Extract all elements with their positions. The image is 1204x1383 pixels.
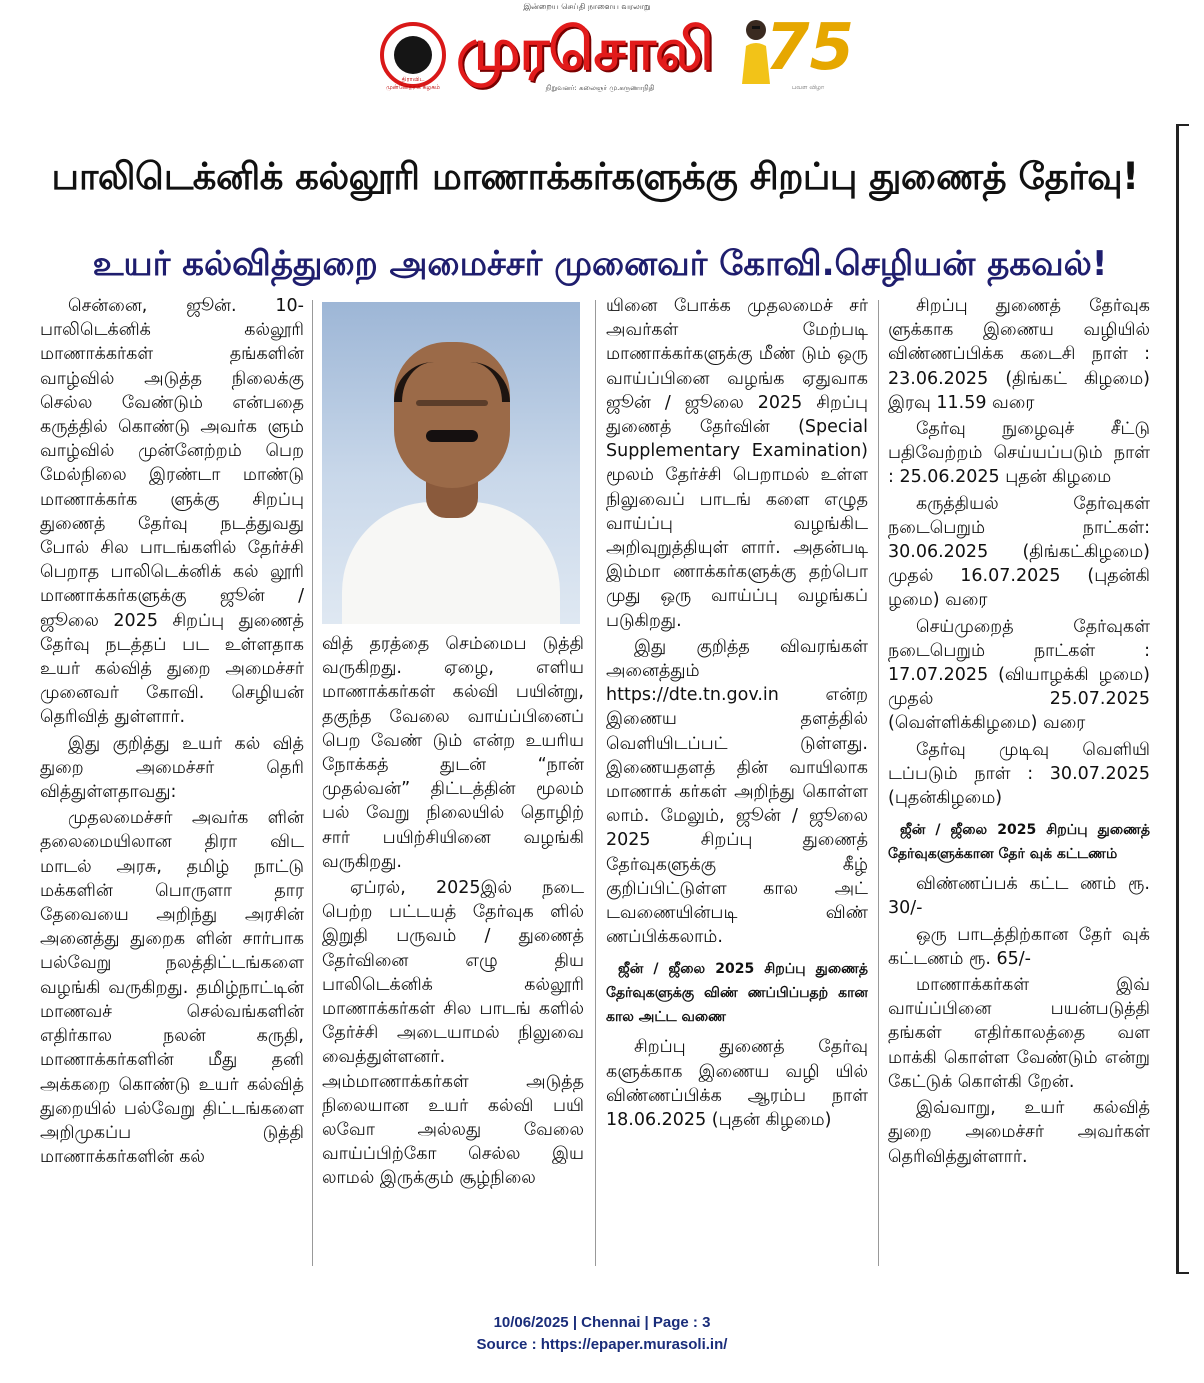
article-column-2 <box>322 632 584 1264</box>
headline: பாலிடெக்னிக் கல்லூரி மாணாக்கர்களுக்கு சிறப்பு துணைத் தேர்வு! <box>51 155 1139 198</box>
edge-line <box>1176 124 1179 1274</box>
fee-subhead: ஜீன் / ஜீலை 2025 சிறப்பு துணைத் தேர்வுகளுக்கான தேர் வுக் கட்டணம் <box>888 822 1150 863</box>
anniversary-number: 75 <box>765 11 855 85</box>
article-column-3 <box>606 294 868 1266</box>
edge-tick <box>1179 124 1189 126</box>
paragraph: சிறப்பு துணைத் தேர்வு களுக்காக இணைய வழி யில் விண்ணப்பிக்க ஆரம்ப நாள் 18.06.2025 (புதன் கிழமை) <box>606 1037 868 1131</box>
newspaper-logo: முரசொலி <box>456 15 713 83</box>
photo-moustache <box>426 430 478 442</box>
masthead-tagline: இன்றைய செய்தி நாளைய வரலாறு <box>523 2 651 11</box>
subheadline: உயர் கல்வித்துறை அமைச்சர் முனைவர் கோவி.செழியன் தகவல்! <box>92 244 1108 284</box>
article-column-1 <box>40 294 304 1266</box>
page-footer <box>380 1312 824 1356</box>
photo-shirt <box>342 502 560 624</box>
paragraph: தேர்வு நுழைவுச் சீட்டு பதிவேற்றம் செய்யப்படும் நாள் : 25.06.2025 புதன் கிழமை <box>888 419 1150 488</box>
page-edge-bar <box>1176 124 1204 1274</box>
paragraph: மாணாக்கர்கள் இவ் வாய்ப்பினை பயன்படுத்தி தங்கள் எதிர்காலத்தை வள மாக்கி கொள்ள வேண்டும் என்று கேட்டுக் கொள்கி றேன். <box>888 975 1150 1092</box>
paragraph: முதலமைச்சர் அவர்க ளின் தலைமையிலான திரா விட மாடல் அரசு, தமிழ் நாட்டு மக்களின் பொருளா தார தேவையை அறிந்து அரசின் அனைத்து துறைக ளின் சார்பாக பல்வேறு நலத்திட்டங்களை வழங்கி வருகிறது. தமிழ்நாட்டின் மாணவச் செல்வங்களின் எதிர்கால நலன் கருதி, மாணாக்கர்களின் மீது தனி அக்கறை கொண்டு உயர் கல்வித் துறையில் பல்வேறு திட்டங்களை அறிமுகப்ப டுத்தி மாணாக்கர்களின் கல் <box>40 808 304 1168</box>
paragraph: ஒரு பாடத்திற்கான தேர் வுக் கட்டணம் ரூ. 65/- <box>888 924 1150 969</box>
edge-tick <box>1179 1272 1189 1274</box>
party-emblem-icon <box>380 22 446 91</box>
paragraph: இவ்வாறு, உயர் கல்வித் துறை அமைச்சர் அவர்கள் தெரிவித்துள்ளார். <box>888 1098 1150 1167</box>
paragraph: தேர்வு முடிவு வெளியி டப்படும் நாள் : 30.07.2025 (புதன்கிழமை) <box>888 739 1150 809</box>
paragraph: வித் தரத்தை செம்மைப டுத்தி வருகிறது. ஏழை, எளிய மாணாக்கர்கள் கல்வி பயின்று, தகுந்த வேலை வாய்ப்பினைப் பெற வேண் டும் என்ற உயரிய நோக்கத் துடன் “நான் முதல்வன்” திட்டத்தின் மூலம் பல் வேறு நிலையில் தொழிற் சார் பயிற்சியினை வழங்கி வருகிறது. <box>322 634 584 872</box>
paragraph: இது குறித்த விவரங்கள் அனைத்தும் https://dte.tn.gov.in என்ற இணைய தளத்தில் வெளியிடப்பட் டுள்ளது. இணையதளத் தின் வாயிலாக மாணாக் கர்கள் அறிந்து கொள்ள லாம். மேலும், ஜூன் / ஜூலை 2025 சிறப்பு துணைத் தேர்வுகளுக்கு கீழ் குறிப்பிட்டுள்ள கால அட் டவணையின்படி விண் ணப்பிக்கலாம். <box>606 636 868 948</box>
footer-source-link[interactable]: Source : https://epaper.murasoli.in/ <box>476 1336 728 1353</box>
emblem-center <box>394 36 432 74</box>
paragraph: சென்னை, ஜூன். 10- பாலிடெக்னிக் கல்லூரி மாணாக்கர்கள் தங்களின் வாழ்வில் அடுத்த நிலைக்கு செல்ல வேண்டும் என்பதை கருத்தில் கொண்டு அவர்க ளும் வாழ்வில் முன்னேற்றம் பெற மேல்நிலை இரண்டா மாண்டு மாணாக்கர்க ளுக்கு சிறப்பு துணைத் தேர்வு நடத்துவது போல் சில பாடங்களில் தேர்ச்சி பெறாத பாலிடெக்னிக் கல் லூரி மாணாக்கர்களுக்கு ஜூன் / ஜூலை 2025 சிறப்பு துணைத் தேர்வு நடத்தப் பட உள்ளதாக உயர் கல்வித் துறை அமைச்சர் முனைவர் கோவி. செழியன் தெரிவித் துள்ளார். <box>40 296 304 728</box>
minister-photo <box>322 302 580 624</box>
paragraph: செய்முறைத் தேர்வுகள் நடைபெறும் நாட்கள் : 17.07.2025 (வியாழக்கி ழமை) முதல் 25.07.2025 (வெள்ளிக்கிழமை) வரை <box>888 616 1150 734</box>
article-column-4 <box>888 294 1150 1266</box>
photo-hair <box>394 362 510 402</box>
paragraph: யினை போக்க முதலமைச் சர் அவர்கள் மேற்படி மாணாக்கர்களுக்கு மீண் டும் ஒரு வாய்ப்பினை வழங்க ஏதுவாக ஜூன் / ஜூலை 2025 சிறப்பு துணைத் தேர்வின் (Special Supplementary Examination) மூலம் தேர்ச்சி பெறாமல் உள்ள நிலுவைப் பாடங் களை எழுத வாய்ப்பு வழங்கிட அறிவுறுத்தியுள் ளார். அதன்படி இம்மா ணாக்கர்களுக்கு தற்பொ முது ஒரு வாய்ப்பு வழங்கப் படுகிறது. <box>606 296 868 631</box>
masthead <box>370 0 855 102</box>
paragraph: ஏப்ரல், 2025இல் நடை பெற்ற பட்டயத் தேர்வுக ளில் இறுதி பருவம் / துணைத் தேர்வினை எழு திய பாலிடெக்னிக் கல்லூரி மாணாக்கர்கள் சில பாடங் களில் தேர்ச்சி அடையாமல் நிலுவை வைத்துள்ளனர். அம்மாணாக்கர்கள் அடுத்த நிலையான உயர் கல்வி பயி லவோ அல்லது வேலை வாய்ப்பிற்கோ செல்ல இய லாமல் இருக்கும் சூழ்நிலை <box>322 878 584 1189</box>
emblem-caption: திராவிட முன்னேற்றக் கழகம் <box>386 76 440 91</box>
anniversary-caption: பவள விழா <box>791 84 825 91</box>
photo-brow <box>416 400 488 406</box>
column-rule <box>595 300 596 1266</box>
paragraph: கருத்தியல் தேர்வுகள் நடைபெறும் நாட்கள்: 30.06.2025 (திங்கட்கிழமை) முதல் 16.07.2025 (புதன்கி ழமை) வரை <box>888 493 1150 611</box>
column-rule <box>312 300 313 1266</box>
paragraph: இது குறித்து உயர் கல் வித் துறை அமைச்சர் தெரி வித்துள்ளதாவது: <box>40 733 304 803</box>
paragraph: சிறப்பு துணைத் தேர்வுக ளுக்காக இணைய வழியில் விண்ணப்பிக்க கடைசி நாள் : 23.06.2025 (திங்கட் கிழமை) இரவு 11.59 வரை <box>888 296 1150 413</box>
schedule-subhead: ஜீன் / ஜீலை 2025 சிறப்பு துணைத் தேர்வுகளுக்கு விண் ணப்பிப்பதற் கான கால அட்ட வணை <box>606 961 868 1026</box>
logo-subtitle: நிறுவனர்: கலைஞர் மு.கருணாநிதி <box>545 84 655 92</box>
paragraph: விண்ணப்பக் கட்ட ணம் ரூ. 30/- <box>888 874 1150 919</box>
footer-date-line: 10/06/2025 | Chennai | Page : 3 <box>493 1314 711 1331</box>
column-rule <box>878 300 879 1266</box>
